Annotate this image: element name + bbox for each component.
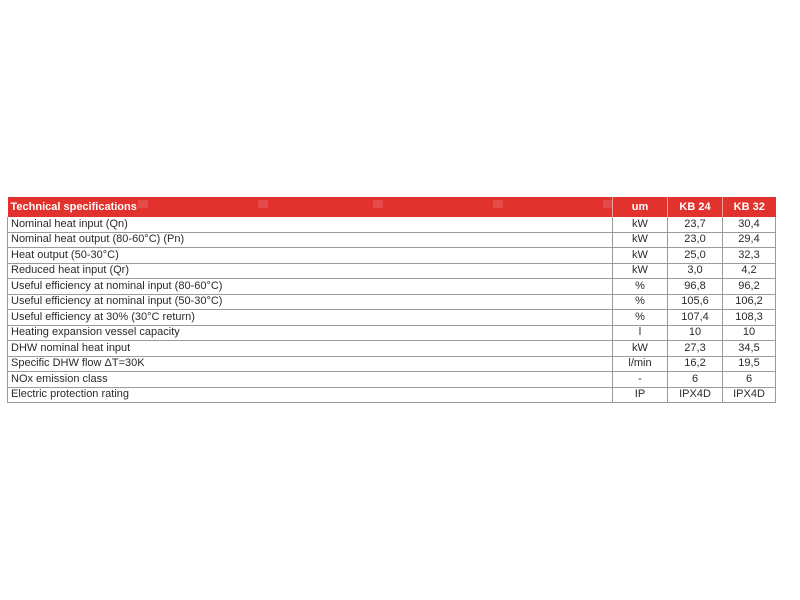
watermark-block — [258, 200, 268, 208]
row-kb24: 25,0 — [668, 248, 723, 264]
row-um: kW — [613, 263, 668, 279]
row-label: NOx emission class — [8, 372, 613, 388]
row-um: l — [613, 325, 668, 341]
row-kb32: 96,2 — [723, 279, 776, 295]
header-um: um — [613, 197, 668, 217]
table-row — [8, 310, 776, 326]
row-label: Nominal heat input (Qn) — [8, 217, 613, 232]
row-kb24: 96,8 — [668, 279, 723, 295]
row-kb32: 34,5 — [723, 341, 776, 357]
watermark-block — [493, 200, 503, 208]
row-kb24: IPX4D — [668, 387, 723, 403]
row-label: Electric protection rating — [8, 387, 613, 403]
table-row — [8, 263, 776, 279]
row-label: Useful efficiency at 30% (30°C return) — [8, 310, 613, 326]
row-um: kW — [613, 217, 668, 232]
technical-specifications-table — [7, 197, 776, 403]
header-label-text: Technical specifications — [10, 200, 137, 213]
row-um: - — [613, 372, 668, 388]
watermark-block — [603, 200, 613, 208]
row-label: Reduced heat input (Qr) — [8, 263, 613, 279]
row-kb24: 3,0 — [668, 263, 723, 279]
row-label: Heat output (50-30°C) — [8, 248, 613, 264]
row-label: Specific DHW flow ΔT=30K — [8, 356, 613, 372]
row-um: kW — [613, 341, 668, 357]
table-row — [8, 232, 776, 248]
row-kb32: 32,3 — [723, 248, 776, 264]
row-label: Heating expansion vessel capacity — [8, 325, 613, 341]
row-um: % — [613, 310, 668, 326]
row-um: kW — [613, 232, 668, 248]
row-label: Nominal heat output (80-60°C) (Pn) — [8, 232, 613, 248]
row-label: Useful efficiency at nominal input (50-30°C) — [8, 294, 613, 310]
watermark-block — [373, 200, 383, 208]
row-kb32: 29,4 — [723, 232, 776, 248]
watermark-block — [138, 200, 148, 208]
technical-specifications-table-wrapper — [7, 197, 775, 403]
row-kb32: 106,2 — [723, 294, 776, 310]
row-kb32: 10 — [723, 325, 776, 341]
row-kb32: 30,4 — [723, 217, 776, 232]
header-technical-specifications — [8, 197, 613, 217]
row-kb24: 10 — [668, 325, 723, 341]
row-kb32: 108,3 — [723, 310, 776, 326]
row-kb24: 27,3 — [668, 341, 723, 357]
row-kb24: 6 — [668, 372, 723, 388]
table-row — [8, 217, 776, 232]
row-kb24: 16,2 — [668, 356, 723, 372]
row-um: l/min — [613, 356, 668, 372]
table-row — [8, 341, 776, 357]
row-kb24: 107,4 — [668, 310, 723, 326]
table-row — [8, 248, 776, 264]
table-header — [8, 197, 776, 217]
row-um: kW — [613, 248, 668, 264]
row-kb24: 105,6 — [668, 294, 723, 310]
row-kb32: 4,2 — [723, 263, 776, 279]
row-kb32: 6 — [723, 372, 776, 388]
row-kb32: 19,5 — [723, 356, 776, 372]
row-label: DHW nominal heat input — [8, 341, 613, 357]
row-um: IP — [613, 387, 668, 403]
table-row — [8, 325, 776, 341]
row-label: Useful efficiency at nominal input (80-60°C) — [8, 279, 613, 295]
header-kb32: KB 32 — [723, 197, 776, 217]
table-row — [8, 356, 776, 372]
row-um: % — [613, 279, 668, 295]
table-row — [8, 279, 776, 295]
row-kb24: 23,0 — [668, 232, 723, 248]
table-row — [8, 294, 776, 310]
row-um: % — [613, 294, 668, 310]
row-kb24: 23,7 — [668, 217, 723, 232]
table-body — [8, 217, 776, 403]
table-row — [8, 372, 776, 388]
table-row — [8, 387, 776, 403]
row-kb32: IPX4D — [723, 387, 776, 403]
header-kb24: KB 24 — [668, 197, 723, 217]
header-row — [8, 197, 776, 217]
